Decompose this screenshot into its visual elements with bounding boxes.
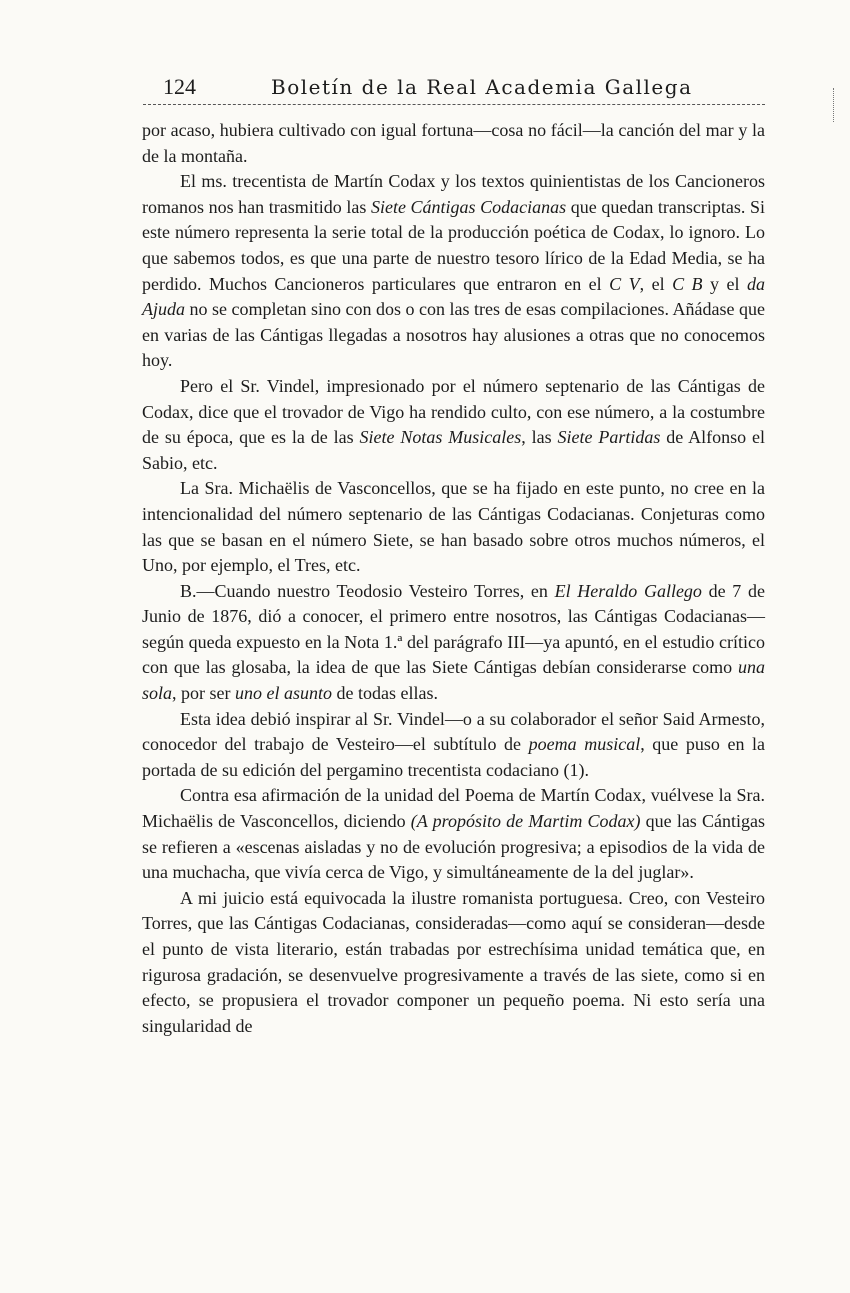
italic-text: una sola [142, 657, 765, 704]
text-run: El ms. trecentista de Martín Codax y los textos quinientistas de los Cancioneros romanos nos han trasmitido las [142, 171, 765, 217]
italic-text: El Heraldo Gallego [554, 580, 702, 601]
body-text [142, 118, 765, 1039]
text-run: B.—Cuando nuestro Teodosio Vesteiro Torres, en [180, 580, 555, 601]
italic-text: (A propósito de Martim Codax) [410, 811, 641, 832]
running-header [143, 72, 765, 102]
paragraph [142, 783, 765, 885]
text-run: Pero el Sr. Vindel, impresionado por el número septenario de las Cántigas de Codax, dice que el trovador de Vigo ha rendido culto, con ese número, a la costumbre de su época, que es la de las [142, 375, 765, 448]
italic-text: Siete Cántigas Codacianas [370, 196, 567, 217]
text-run: no se completan sino con dos o con las tres de esas compilaciones. Añádase que en varias de las Cántigas llegadas a nosotros hay alusiones a otras que no conocemos hoy. [142, 299, 765, 371]
text-run: de Alfonso el Sabio, etc. [142, 427, 765, 473]
paragraph [142, 707, 765, 784]
page-number: 124 [163, 74, 196, 99]
text-run: que las Cántigas se refieren a «escenas aisladas y no de evolución progresiva; a episodios de la vida de una muchacha, que vivía cerca de Vigo, y simultáneamente de la del juglar». [142, 811, 765, 883]
text-run: , las [521, 427, 558, 448]
italic-text: C V [609, 273, 640, 294]
paragraph [142, 579, 765, 707]
italic-text: poema musical [528, 734, 641, 755]
italic-text: C B [672, 273, 703, 294]
italic-text: da Ajuda [142, 273, 765, 320]
margin-mark [833, 88, 835, 122]
text-run: de todas ellas. [332, 683, 438, 704]
paragraph [142, 118, 765, 169]
text-run: , por ser [172, 683, 235, 704]
text-run: por acaso, hubiera cultivado con igual fortuna—cosa no fácil—la canción del mar y la de la montaña. [142, 120, 765, 166]
italic-text: Siete Partidas [557, 427, 661, 448]
italic-text: uno el asunto [235, 683, 332, 704]
text-run: Esta idea debió inspirar al Sr. Vindel—o a su colaborador el señor Said Armesto, conocedor del trabajo de Vesteiro—el subtítulo de [142, 708, 765, 755]
text-run: A mi juicio está equivocada la ilustre romanista portuguesa. Creo, con Vesteiro Torres, que las Cántigas Codacianas, consideradas—como aquí se consideran—desde el punto de vista literario, están trabadas por estrechísima unidad temática que, en rigurosa gradación, se desenvuelve progresivamente a través de las siete, como si en efecto, se propusiera el trovador componer un pequeño poema. Ni esto sería una singularidad de [142, 887, 765, 1036]
text-run: de 7 de Junio de 1876, dió a conocer, el primero entre nosotros, las Cántigas Codacianas—según queda expuesto en la Nota 1.ª del parágrafo III—ya apuntó, en el estudio crítico con que las glosaba, la idea de que las Siete Cántigas debían considerarse como [142, 580, 765, 678]
text-run: Contra esa afirmación de la unidad del Poema de Martín Codax, vuélvese la Sra. Michaëlis de Vasconcellos, diciendo [142, 785, 765, 832]
text-run: La Sra. Michaëlis de Vasconcellos, que se ha fijado en este punto, no cree en la intencionalidad del número septenario de las Cántigas Codacianas. Conjeturas como las que se basan en el número Siete, se han basado sobre otros muchos números, el Uno, por ejemplo, el Tres, etc. [142, 478, 765, 576]
text-run: y el [702, 273, 747, 294]
text-run: que quedan transcriptas. Si este número representa la serie total de la producción poética de Codax, lo ignoro. Lo que sabemos todos, es que una parte de nuestro tesoro lírico de la Edad Media, se ha perdido. Muchos Cancioneros particulares que entraron en el [142, 196, 765, 294]
italic-text: Siete Notas Musicales [359, 427, 522, 448]
header-rule [143, 104, 765, 105]
journal-title: Boletín de la Real Academia Gallega [271, 75, 693, 99]
paragraph [142, 374, 765, 476]
text-run: , que puso en la portada de su edición del pergamino trecentista codaciano (1). [142, 734, 766, 780]
paragraph [142, 169, 765, 374]
paragraph [142, 886, 765, 1040]
text-run: , el [639, 273, 673, 294]
paragraph [142, 476, 765, 578]
